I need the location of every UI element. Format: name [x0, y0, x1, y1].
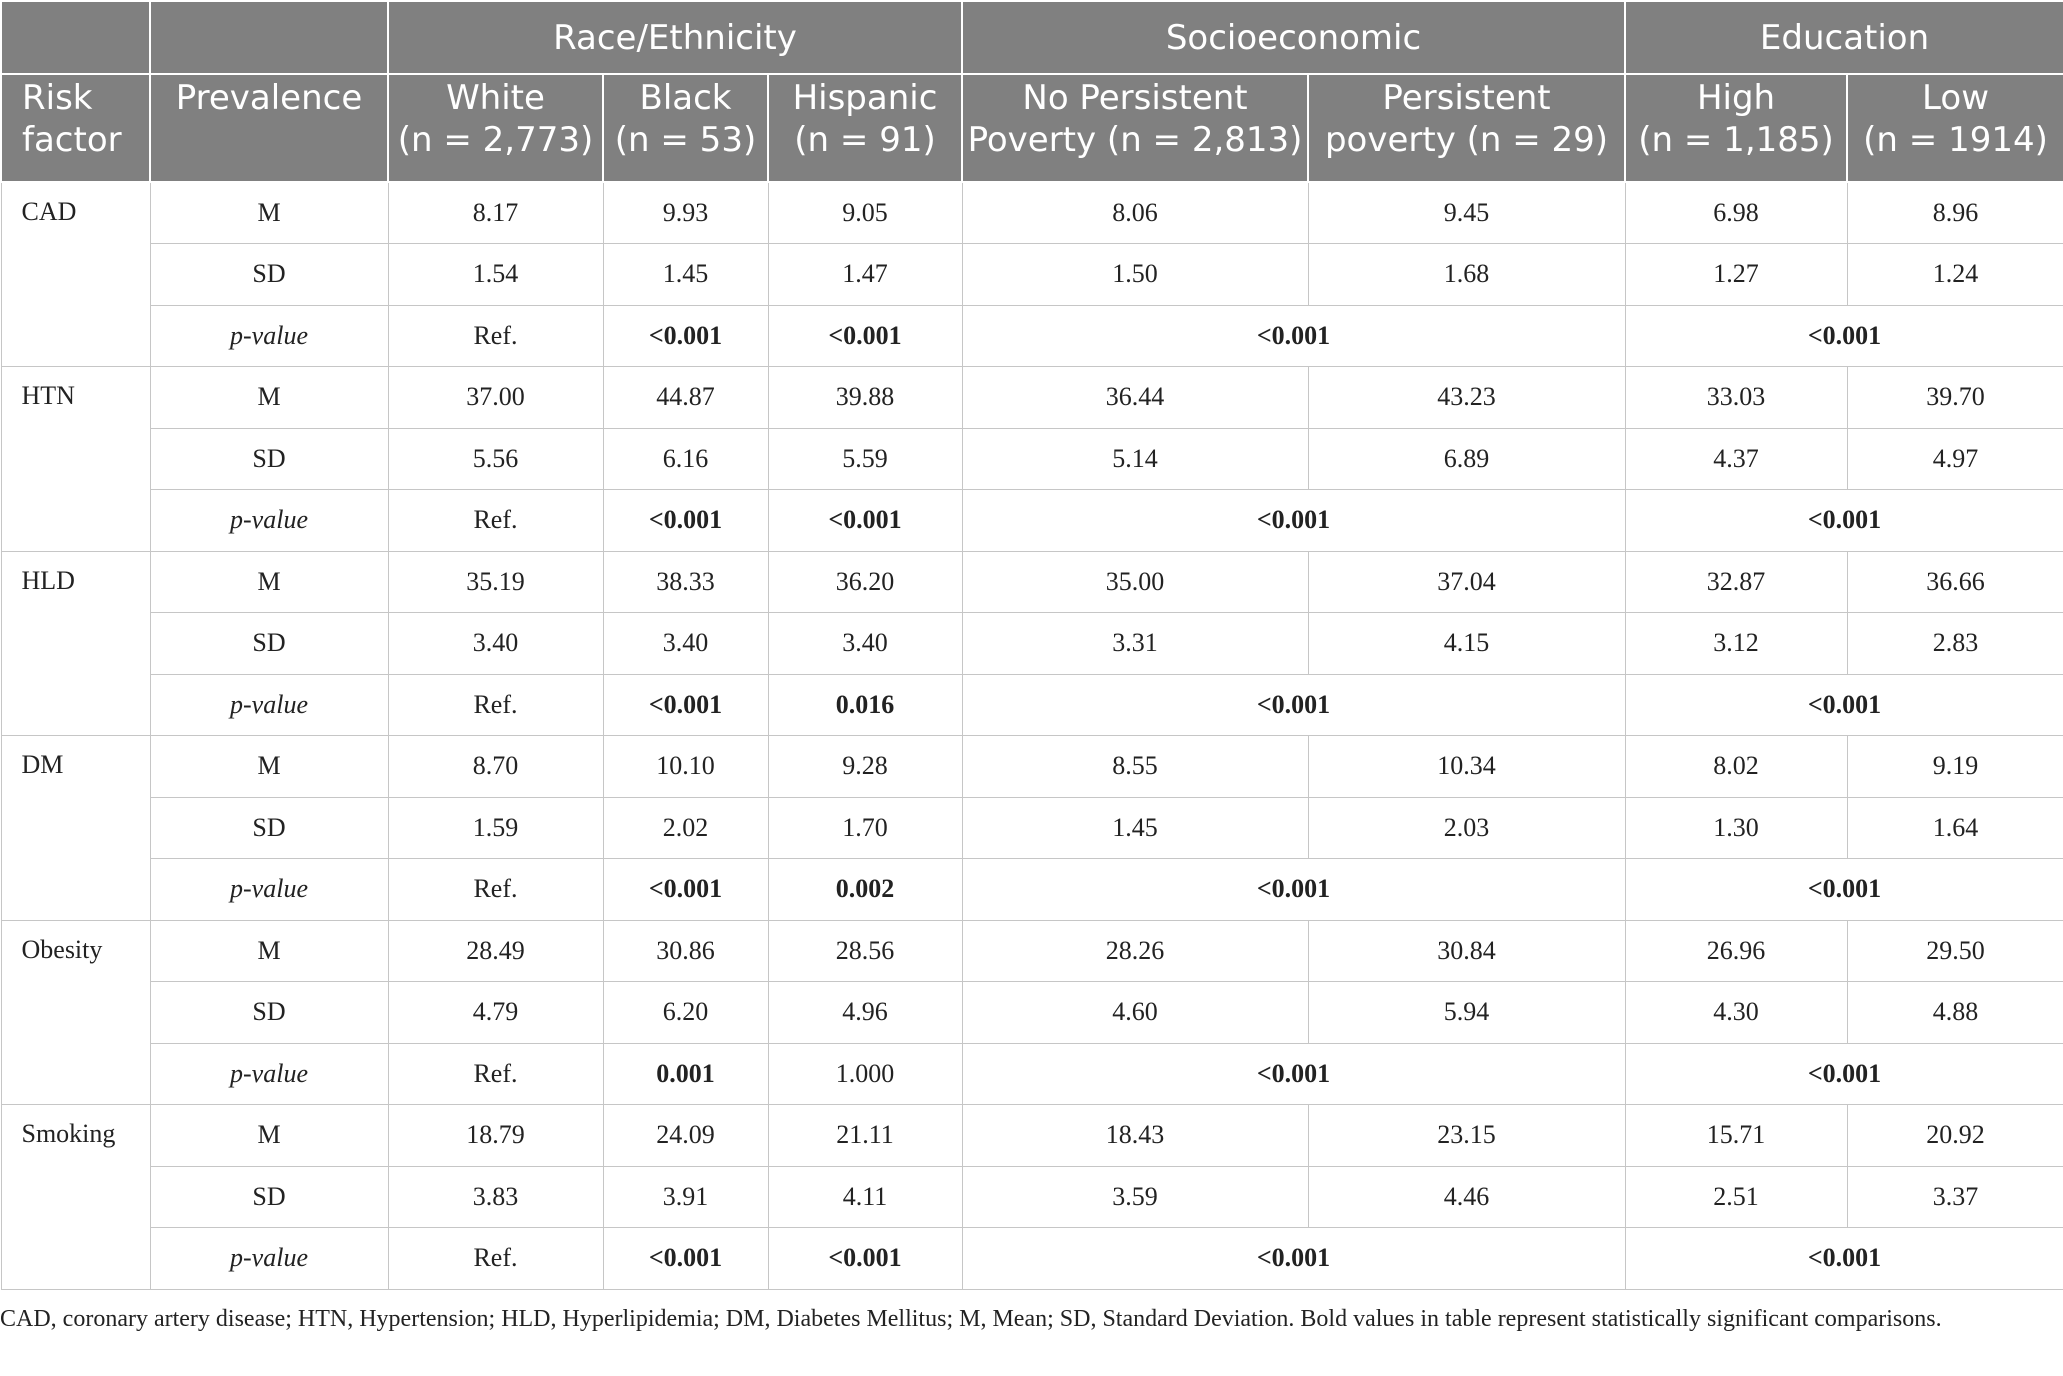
table-row — [1, 1166, 2063, 1228]
p-value-cell: <0.001 — [768, 1228, 962, 1290]
sd-value-cell: 6.20 — [603, 982, 768, 1044]
sd-value-cell: 5.94 — [1308, 982, 1625, 1044]
p-value-cell: Ref. — [388, 1228, 603, 1290]
sd-value-cell: 4.11 — [768, 1166, 962, 1228]
risk-factor-name: CAD — [1, 182, 150, 367]
p-value-cell: <0.001 — [603, 1228, 768, 1290]
mean-value-cell: 35.19 — [388, 551, 603, 613]
mean-value-cell: 20.92 — [1847, 1105, 2063, 1167]
stat-label-p-value: p-value — [150, 674, 388, 736]
group-header-blank — [1, 1, 150, 74]
mean-value-cell: 6.98 — [1625, 182, 1847, 244]
table-row — [1, 982, 2063, 1044]
mean-value-cell: 23.15 — [1308, 1105, 1625, 1167]
sd-value-cell: 1.59 — [388, 797, 603, 859]
stat-label-mean: M — [150, 367, 388, 429]
sd-value-cell: 2.51 — [1625, 1166, 1847, 1228]
risk-factor-name: HLD — [1, 551, 150, 736]
stat-label-sd: SD — [150, 1166, 388, 1228]
mean-value-cell: 29.50 — [1847, 920, 2063, 982]
mean-value-cell: 9.19 — [1847, 736, 2063, 798]
mean-value-cell: 8.96 — [1847, 182, 2063, 244]
stat-label-sd: SD — [150, 428, 388, 490]
sd-value-cell: 4.15 — [1308, 613, 1625, 675]
sd-value-cell: 3.91 — [603, 1166, 768, 1228]
sd-value-cell: 4.97 — [1847, 428, 2063, 490]
mean-value-cell: 36.66 — [1847, 551, 2063, 613]
p-value-cell: <0.001 — [603, 674, 768, 736]
col-header-black: Black (n = 53) — [603, 74, 768, 182]
mean-value-cell: 36.20 — [768, 551, 962, 613]
mean-value-cell: 9.05 — [768, 182, 962, 244]
sd-value-cell: 1.47 — [768, 244, 962, 306]
mean-value-cell: 36.44 — [962, 367, 1308, 429]
sd-value-cell: 1.24 — [1847, 244, 2063, 306]
sd-value-cell: 3.59 — [962, 1166, 1308, 1228]
sd-value-cell: 6.16 — [603, 428, 768, 490]
stat-label-p-value: p-value — [150, 305, 388, 367]
sd-value-cell: 2.83 — [1847, 613, 2063, 675]
p-value-cell: 0.002 — [768, 859, 962, 921]
col-header-prevalence: Prevalence — [150, 74, 388, 182]
mean-value-cell: 8.70 — [388, 736, 603, 798]
p-value-cell: <0.001 — [962, 674, 1625, 736]
mean-value-cell: 44.87 — [603, 367, 768, 429]
mean-value-cell: 10.10 — [603, 736, 768, 798]
sd-value-cell: 4.79 — [388, 982, 603, 1044]
p-value-cell: <0.001 — [768, 305, 962, 367]
mean-value-cell: 43.23 — [1308, 367, 1625, 429]
table-row — [1, 920, 2063, 982]
p-value-cell: <0.001 — [1625, 305, 2063, 367]
p-value-cell: <0.001 — [962, 859, 1625, 921]
group-header-education: Education — [1625, 1, 2063, 74]
table-row — [1, 305, 2063, 367]
p-value-cell: <0.001 — [1625, 859, 2063, 921]
table-row — [1, 674, 2063, 736]
sd-value-cell: 1.64 — [1847, 797, 2063, 859]
col-header-white: White (n = 2,773) — [388, 74, 603, 182]
stat-label-sd: SD — [150, 244, 388, 306]
sd-value-cell: 3.40 — [768, 613, 962, 675]
table-row — [1, 797, 2063, 859]
mean-value-cell: 39.88 — [768, 367, 962, 429]
mean-value-cell: 28.56 — [768, 920, 962, 982]
mean-value-cell: 8.02 — [1625, 736, 1847, 798]
mean-value-cell: 35.00 — [962, 551, 1308, 613]
stat-label-sd: SD — [150, 613, 388, 675]
group-header-row — [1, 1, 2063, 74]
table-row — [1, 1105, 2063, 1167]
sd-value-cell: 1.30 — [1625, 797, 1847, 859]
sd-value-cell: 2.02 — [603, 797, 768, 859]
risk-factor-name: Smoking — [1, 1105, 150, 1290]
sd-value-cell: 4.60 — [962, 982, 1308, 1044]
p-value-cell: Ref. — [388, 305, 603, 367]
table-row — [1, 736, 2063, 798]
mean-value-cell: 38.33 — [603, 551, 768, 613]
p-value-cell: <0.001 — [962, 1043, 1625, 1105]
table-body — [1, 182, 2063, 1289]
p-value-cell: <0.001 — [1625, 1228, 2063, 1290]
sd-value-cell: 5.14 — [962, 428, 1308, 490]
mean-value-cell: 28.26 — [962, 920, 1308, 982]
mean-value-cell: 15.71 — [1625, 1105, 1847, 1167]
p-value-cell: <0.001 — [1625, 490, 2063, 552]
mean-value-cell: 18.79 — [388, 1105, 603, 1167]
sd-value-cell: 3.31 — [962, 613, 1308, 675]
sd-value-cell: 3.40 — [388, 613, 603, 675]
table-row — [1, 1043, 2063, 1105]
sd-value-cell: 1.50 — [962, 244, 1308, 306]
sd-value-cell: 3.83 — [388, 1166, 603, 1228]
mean-value-cell: 37.00 — [388, 367, 603, 429]
mean-value-cell: 8.06 — [962, 182, 1308, 244]
table-row — [1, 1228, 2063, 1290]
sd-value-cell: 1.68 — [1308, 244, 1625, 306]
p-value-cell: 0.001 — [603, 1043, 768, 1105]
sd-value-cell: 4.46 — [1308, 1166, 1625, 1228]
table-row — [1, 244, 2063, 306]
sd-value-cell: 1.54 — [388, 244, 603, 306]
stat-label-p-value: p-value — [150, 859, 388, 921]
mean-value-cell: 28.49 — [388, 920, 603, 982]
stat-label-sd: SD — [150, 797, 388, 859]
stat-label-mean: M — [150, 920, 388, 982]
risk-factor-name: Obesity — [1, 920, 150, 1105]
mean-value-cell: 8.17 — [388, 182, 603, 244]
col-header-low-education: Low (n = 1914) — [1847, 74, 2063, 182]
sd-value-cell: 5.59 — [768, 428, 962, 490]
mean-value-cell: 32.87 — [1625, 551, 1847, 613]
p-value-cell: <0.001 — [603, 305, 768, 367]
mean-value-cell: 37.04 — [1308, 551, 1625, 613]
stat-label-p-value: p-value — [150, 490, 388, 552]
sd-value-cell: 1.70 — [768, 797, 962, 859]
p-value-cell: <0.001 — [962, 1228, 1625, 1290]
sd-value-cell: 4.30 — [1625, 982, 1847, 1044]
p-value-cell: <0.001 — [1625, 1043, 2063, 1105]
p-value-cell: <0.001 — [603, 490, 768, 552]
stat-label-sd: SD — [150, 982, 388, 1044]
p-value-cell: Ref. — [388, 490, 603, 552]
p-value-cell: Ref. — [388, 859, 603, 921]
sd-value-cell: 4.88 — [1847, 982, 2063, 1044]
sd-value-cell: 4.96 — [768, 982, 962, 1044]
group-header-blank — [150, 1, 388, 74]
col-header-no-persistent-poverty: No Persistent Poverty (n = 2,813) — [962, 74, 1308, 182]
sd-value-cell: 3.37 — [1847, 1166, 2063, 1228]
sd-value-cell: 1.45 — [962, 797, 1308, 859]
mean-value-cell: 39.70 — [1847, 367, 2063, 429]
p-value-cell: <0.001 — [1625, 674, 2063, 736]
mean-value-cell: 33.03 — [1625, 367, 1847, 429]
stat-label-mean: M — [150, 551, 388, 613]
mean-value-cell: 10.34 — [1308, 736, 1625, 798]
stat-label-mean: M — [150, 182, 388, 244]
stat-label-p-value: p-value — [150, 1228, 388, 1290]
p-value-cell: 0.016 — [768, 674, 962, 736]
table-footnote: CAD, coronary artery disease; HTN, Hypertension; HLD, Hyperlipidemia; DM, Diabetes Mellitus; M, Mean; SD, Standard Deviation. Bold values in table represent statistically significant comparisons. — [0, 1306, 1942, 1332]
mean-value-cell: 8.55 — [962, 736, 1308, 798]
risk-factor-name: DM — [1, 736, 150, 921]
sd-value-cell: 6.89 — [1308, 428, 1625, 490]
table-row — [1, 613, 2063, 675]
p-value-cell: Ref. — [388, 674, 603, 736]
risk-factor-name: HTN — [1, 367, 150, 552]
table-row — [1, 859, 2063, 921]
stat-label-mean: M — [150, 1105, 388, 1167]
col-header-persistent-poverty: Persistent poverty (n = 29) — [1308, 74, 1625, 182]
mean-value-cell: 26.96 — [1625, 920, 1847, 982]
sd-value-cell: 3.40 — [603, 613, 768, 675]
group-header-socioeconomic: Socioeconomic — [962, 1, 1625, 74]
table-row — [1, 490, 2063, 552]
mean-value-cell: 9.28 — [768, 736, 962, 798]
sd-value-cell: 5.56 — [388, 428, 603, 490]
stat-label-mean: M — [150, 736, 388, 798]
p-value-cell: <0.001 — [962, 490, 1625, 552]
stat-label-p-value: p-value — [150, 1043, 388, 1105]
sd-value-cell: 2.03 — [1308, 797, 1625, 859]
table-row — [1, 428, 2063, 490]
mean-value-cell: 21.11 — [768, 1105, 962, 1167]
p-value-cell: Ref. — [388, 1043, 603, 1105]
column-header-row — [1, 74, 2063, 182]
sd-value-cell: 4.37 — [1625, 428, 1847, 490]
table-row — [1, 551, 2063, 613]
mean-value-cell: 30.84 — [1308, 920, 1625, 982]
mean-value-cell: 30.86 — [603, 920, 768, 982]
p-value-cell: <0.001 — [603, 859, 768, 921]
col-header-risk-factor: Risk factor — [1, 74, 150, 182]
mean-value-cell: 9.45 — [1308, 182, 1625, 244]
col-header-high-education: High (n = 1,185) — [1625, 74, 1847, 182]
mean-value-cell: 24.09 — [603, 1105, 768, 1167]
sd-value-cell: 1.27 — [1625, 244, 1847, 306]
table-row — [1, 182, 2063, 244]
group-header-race: Race/Ethnicity — [388, 1, 962, 74]
p-value-cell: 1.000 — [768, 1043, 962, 1105]
sd-value-cell: 3.12 — [1625, 613, 1847, 675]
sd-value-cell: 1.45 — [603, 244, 768, 306]
p-value-cell: <0.001 — [768, 490, 962, 552]
table-row — [1, 367, 2063, 429]
mean-value-cell: 9.93 — [603, 182, 768, 244]
p-value-cell: <0.001 — [962, 305, 1625, 367]
mean-value-cell: 18.43 — [962, 1105, 1308, 1167]
col-header-hispanic: Hispanic (n = 91) — [768, 74, 962, 182]
